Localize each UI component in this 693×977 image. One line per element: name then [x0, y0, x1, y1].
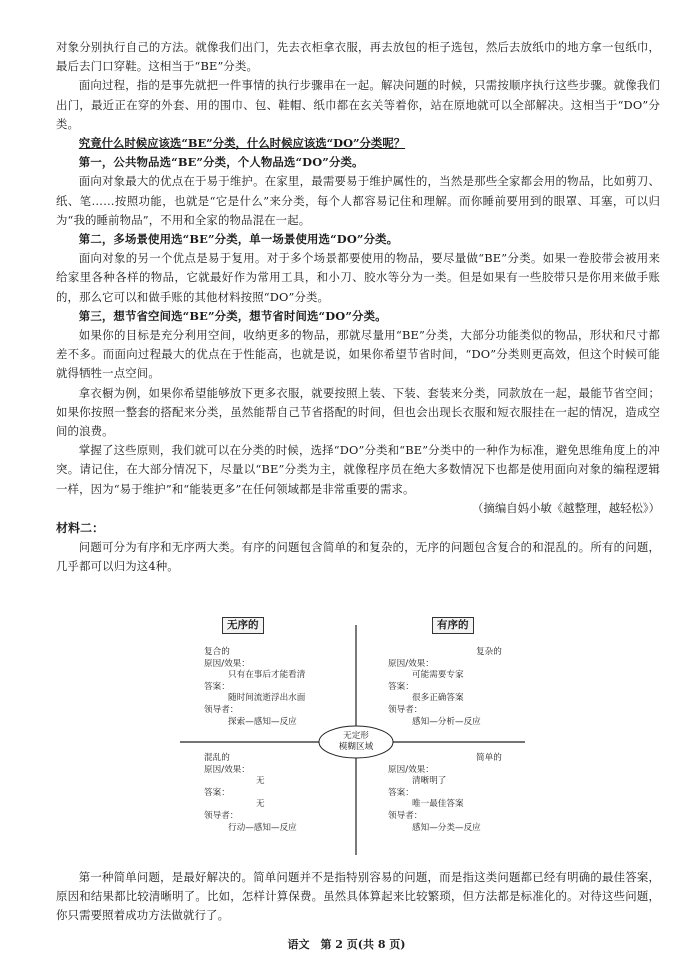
source-citation: （摘编自妈小敏《越整理，越轻松》）: [472, 500, 660, 515]
section-heading-3: 第三，想节省空间选“BE”分类，想节省时间选“DO”分类。: [78, 308, 387, 323]
fuzzy-zone-line1: 无定形: [343, 731, 369, 741]
quadrant-compound-category: 复合的: [204, 647, 230, 657]
complicated-answer-label: 答案：: [388, 681, 414, 692]
section-heading-1: 第一，公共物品选“BE”分类，个人物品选“DO”分类。: [78, 155, 364, 170]
chaotic-leader-value: 行动—感知—反应: [228, 822, 297, 833]
complicated-answer-value: 很多正确答案: [412, 693, 464, 704]
chaotic-cause-value: 无: [256, 776, 265, 787]
paragraph-do-example: 面向过程，指的是事先就把一件事情的执行步骤串在一起。解决问题的时候，只需按顺序执行这些步骤。就像我们出门，最近正在穿的外套、用的围巾、包、鞋帽、纸巾都在玄关等着你，站在原地就可以全部解决。这相当于“DO”分类。: [56, 78, 660, 131]
disordered-header: 无序的: [222, 617, 264, 634]
paragraph-simple-problems: 第一种简单问题，是最好解决的。简单问题并不是指特别容易的问题，而是指这类问题都已经有明确的最佳答案，原因和结果都比较清晰明了。比如，怎样计算保费。虽然具体算起来比较繁琐，但方法都是标准化的。对待这些问题，你只需要照着成功方法做就行了。: [56, 870, 660, 923]
material-two-intro: 问题可分为有序和无序两大类。有序的问题包含简单的和复杂的，无序的问题包含复合的和混乱的。所有的问题，几乎都可以归为这4种。: [56, 540, 660, 574]
complicated-cause-value: 可能需要专家: [412, 670, 464, 681]
paragraph-principles: 掌握了这些原则，我们就可以在分类的时候，选择“DO”分类和“BE”分类中的一种作为标准，避免思维角度上的冲突。请记住，在大部分情况下，尽量以“BE”分类为主，就像程序员在绝大多数情况下也都是使用面向对象的编程逻辑一样，因为“易于维护”和“能装更多”在任何领域都是非常重要的需求。: [56, 443, 660, 496]
simple-cause-value: 清晰明了: [412, 776, 447, 787]
chaotic-answer-value: 无: [256, 799, 265, 810]
page-footer: 语文 第 2 页(共 8 页): [287, 938, 406, 951]
quadrant-complicated-category: 复杂的: [476, 647, 502, 657]
quadrant-complicated: [388, 647, 523, 728]
compound-answer-label: 答案：: [204, 681, 230, 692]
fuzzy-zone-line2: 模糊区域: [338, 742, 374, 752]
compound-leader-label: 领导者：: [204, 704, 239, 715]
section-body-1: 面向对象最大的优点在于易于维护。在家里，最需要易于维护属性的，当然是那些全家都会用的物品，比如剪刀、纸、笔……按照功能，也就是“它是什么”来分类，每个人都容易记住和理解。而你睡前要用到的眼罩、耳塞，可以归为“我的睡前物品”，不用和全家的物品混在一起。: [56, 174, 660, 227]
paragraph-wardrobe: 拿衣橱为例，如果你希望能够放下更多衣服，就要按照上装、下装、套装来分类，同款放在一起，最能节省空间；如果你按照一整套的搭配来分类，虽然能帮自己节省搭配的时间，但也会出现长衣服和短衣服挂在一起的情况，造成空间的浪费。: [56, 385, 660, 439]
quadrant-compound: [204, 647, 354, 728]
paragraph-be-example: 对象分别执行自己的方法。就像我们出门，先去衣柜拿衣服，再去放包的柜子选包，然后去放纸巾的地方拿一包纸巾，最后去门口穿鞋。这相当于“BE”分类。: [56, 40, 660, 74]
simple-answer-label: 答案：: [388, 787, 414, 798]
section-heading-2: 第二，多场景使用选“BE”分类，单一场景使用选“DO”分类。: [78, 232, 399, 247]
quadrant-simple: [388, 753, 523, 834]
section-body-2: 面向对象的另一个优点是易于复用。对于多个场景都要使用的物品，要尽量做“BE”分类。如果一卷胶带会被用来给家里各种各样的物品，它就最好作为常用工具，和小刀、胶水等分为一类。但是如果有一些胶带只是你用来做手账的，那么它可以和做手账的其他材料按照“DO”分类。: [56, 251, 660, 304]
problem-quadrant-diagram: [180, 617, 525, 862]
compound-cause-label: 原因/效果：: [204, 658, 250, 669]
material-two-continued: [56, 868, 660, 926]
compound-answer-value: 随时间流逝浮出水面: [228, 693, 306, 704]
simple-answer-value: 唯一最佳答案: [412, 799, 464, 810]
quadrant-chaotic: [204, 753, 354, 834]
compound-cause-value: 只有在事后才能看清: [228, 670, 306, 681]
material-one-text: [56, 38, 660, 576]
chaotic-leader-label: 领导者：: [204, 810, 239, 821]
section-body-3: 如果你的目标是充分利用空间，收纳更多的物品，那就尽量用“BE”分类，大部分功能类似的物品，形状和尺寸都差不多。而面向过程最大的优点在于性能高，也就是说，如果你希望节省时间，“DO”分类则更高效，但这个时候可能就得牺牲一点空间。: [56, 328, 660, 381]
fuzzy-zone-label: [319, 731, 393, 753]
quadrant-simple-category: 简单的: [476, 753, 502, 763]
quadrant-chaotic-category: 混乱的: [204, 753, 230, 763]
complicated-leader-label: 领导者：: [388, 704, 423, 715]
simple-cause-label: 原因/效果：: [388, 764, 434, 775]
material-two-title: 材料二：: [56, 521, 105, 536]
chaotic-cause-label: 原因/效果：: [204, 764, 250, 775]
complicated-cause-label: 原因/效果：: [388, 658, 434, 669]
simple-leader-value: 感知—分类—反应: [412, 822, 481, 833]
compound-leader-value: 探索—感知—反应: [228, 716, 297, 727]
chaotic-answer-label: 答案：: [204, 787, 230, 798]
ordered-header: 有序的: [432, 617, 474, 634]
guiding-question: 究竟什么时候应该选“BE”分类，什么时候应该选“DO”分类呢？: [78, 136, 406, 151]
simple-leader-label: 领导者：: [388, 810, 423, 821]
complicated-leader-value: 感知—分析—反应: [412, 716, 481, 727]
